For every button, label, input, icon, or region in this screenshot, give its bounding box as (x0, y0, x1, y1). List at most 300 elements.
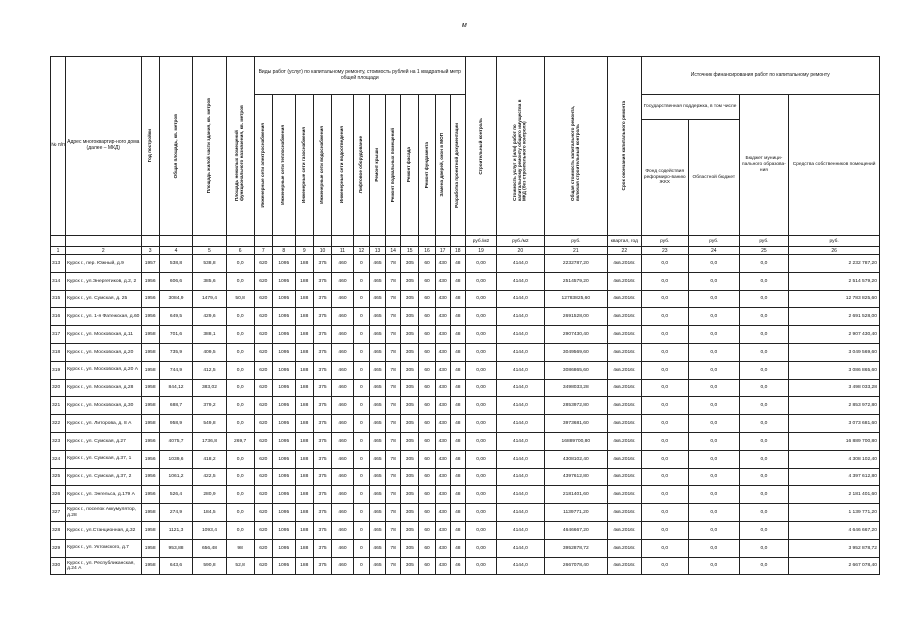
row-regional: 0,0 (688, 504, 739, 522)
row-work-cost: 430 (435, 450, 450, 468)
row-work-cost: 188 (295, 415, 313, 433)
row-fund: 0,0 (641, 539, 688, 557)
row-work-cost: 620 (254, 415, 272, 433)
row-cost-per-m2: 4144,0 (497, 290, 544, 308)
row-work-cost: 430 (435, 504, 450, 522)
row-total-area: 844,12 (159, 379, 192, 397)
row-work-cost: 375 (313, 361, 331, 379)
row-work-cost: 305 (401, 504, 419, 522)
row-year: 1958 (141, 415, 159, 433)
row-work-cost: 1095 (272, 468, 295, 486)
row-year: 1956 (141, 308, 159, 326)
row-owners: 1 139 771,20 (789, 504, 880, 522)
row-number: 324 (51, 450, 66, 468)
row-deadline: 4кв.2016г. (608, 343, 641, 361)
row-living-area: 656,48 (193, 539, 226, 557)
row-work-cost: 465 (369, 361, 385, 379)
row-owners: 12 783 825,60 (789, 290, 880, 308)
row-work-cost: 48 (450, 450, 465, 468)
row-total-area: 643,6 (159, 557, 192, 575)
row-cost-per-m2: 4144,0 (497, 521, 544, 539)
row-deadline: 4кв.2016г. (608, 379, 641, 397)
table-row (51, 290, 880, 308)
row-work-cost: 78 (386, 272, 401, 290)
column-number: 24 (688, 247, 739, 255)
row-work-cost: 78 (386, 255, 401, 273)
row-total-area: 526,4 (159, 486, 192, 504)
row-control: 0,00 (465, 343, 496, 361)
row-regional: 0,0 (688, 290, 739, 308)
row-total-cost: 3498033,28 (544, 379, 608, 397)
row-control: 0,00 (465, 468, 496, 486)
unit-total-cost: руб. (544, 236, 608, 247)
row-work-cost: 620 (254, 504, 272, 522)
row-fund: 0,0 (641, 379, 688, 397)
row-address: Курск г., ул. Уктомского, д.7 (66, 539, 141, 557)
table-row (51, 255, 880, 273)
row-work-cost: 78 (386, 308, 401, 326)
row-cost-per-m2: 4144,0 (497, 539, 544, 557)
row-work-cost: 60 (419, 450, 435, 468)
row-regional: 0,0 (688, 539, 739, 557)
header-work-lift: Лифтовое оборудование (357, 136, 363, 194)
row-work-cost: 305 (401, 397, 419, 415)
page-number: м (462, 22, 467, 29)
row-work-cost: 78 (386, 557, 401, 575)
header-work-water: Инженерные сети водоснабжения (319, 126, 325, 204)
row-work-cost: 48 (450, 290, 465, 308)
row-work-cost: 430 (435, 486, 450, 504)
row-deadline: 4кв.2016г. (608, 557, 641, 575)
row-address: Курск г., ул.Энергетиков, д.2, 2 (66, 272, 141, 290)
row-work-cost: 375 (313, 557, 331, 575)
column-number: 13 (369, 247, 385, 255)
row-work-cost: 48 (450, 255, 465, 273)
row-work-cost: 305 (401, 361, 419, 379)
row-fund: 0,0 (641, 397, 688, 415)
row-year: 1957 (141, 255, 159, 273)
row-work-cost: 0 (353, 272, 369, 290)
row-work-cost: 305 (401, 290, 419, 308)
row-work-cost: 1095 (272, 326, 295, 344)
row-work-cost: 375 (313, 504, 331, 522)
row-living-area: 1093,4 (193, 521, 226, 539)
row-work-cost: 78 (386, 432, 401, 450)
row-address: Курск г., ул. 1-я Фатежская, д.60 (66, 308, 141, 326)
row-total-cost: 2232787,20 (544, 255, 608, 273)
row-municipal: 0,0 (739, 308, 789, 326)
row-work-cost: 0 (353, 326, 369, 344)
table-row (51, 468, 880, 486)
row-work-cost: 60 (419, 539, 435, 557)
row-year: 1958 (141, 397, 159, 415)
column-number: 7 (254, 247, 272, 255)
table-row (51, 308, 880, 326)
row-work-cost: 1095 (272, 379, 295, 397)
row-regional: 0,0 (688, 397, 739, 415)
row-total-area: 274,9 (159, 504, 192, 522)
row-address: Курск г., ул. Литорова, д. 8 А (66, 415, 141, 433)
row-work-cost: 0 (353, 504, 369, 522)
row-number: 327 (51, 504, 66, 522)
row-work-cost: 305 (401, 415, 419, 433)
row-living-area: 422,5 (193, 468, 226, 486)
row-work-cost: 620 (254, 521, 272, 539)
row-work-cost: 460 (332, 379, 354, 397)
row-work-cost: 78 (386, 468, 401, 486)
row-control: 0,00 (465, 521, 496, 539)
row-total-area: 4075,7 (159, 432, 192, 450)
row-work-cost: 188 (295, 361, 313, 379)
table-row (51, 557, 880, 575)
row-total-cost: 3049569,60 (544, 343, 608, 361)
row-work-cost: 0 (353, 343, 369, 361)
row-total-area: 735,9 (159, 343, 192, 361)
row-work-cost: 188 (295, 539, 313, 557)
row-work-cost: 188 (295, 326, 313, 344)
row-work-cost: 430 (435, 557, 450, 575)
row-work-cost: 60 (419, 361, 435, 379)
row-work-cost: 60 (419, 468, 435, 486)
row-work-cost: 48 (450, 379, 465, 397)
row-number: 323 (51, 432, 66, 450)
row-work-cost: 78 (386, 343, 401, 361)
row-address: Курск г., ул. Московская, д.30 (66, 397, 141, 415)
table-row (51, 361, 880, 379)
row-fund: 0,0 (641, 450, 688, 468)
row-year: 1958 (141, 361, 159, 379)
row-work-cost: 465 (369, 450, 385, 468)
row-owners: 2 667 078,40 (789, 557, 880, 575)
row-nonresidential-area: 0,0 (226, 326, 254, 344)
row-work-cost: 460 (332, 290, 354, 308)
row-living-area: 383,02 (193, 379, 226, 397)
table-row (51, 415, 880, 433)
row-regional: 0,0 (688, 450, 739, 468)
header-work-gas: Инженерные сети газоснабжения (300, 126, 306, 204)
table-row (51, 450, 880, 468)
row-work-cost: 60 (419, 557, 435, 575)
row-living-area: 280,9 (193, 486, 226, 504)
row-fund: 0,0 (641, 272, 688, 290)
row-work-cost: 460 (332, 468, 354, 486)
row-work-cost: 78 (386, 504, 401, 522)
row-number: 328 (51, 521, 66, 539)
row-control: 0,00 (465, 308, 496, 326)
row-control: 0,00 (465, 539, 496, 557)
row-work-cost: 60 (419, 379, 435, 397)
row-work-cost: 60 (419, 504, 435, 522)
row-cost-per-m2: 4144,0 (497, 308, 544, 326)
row-year: 1956 (141, 468, 159, 486)
row-cost-per-m2: 4144,0 (497, 379, 544, 397)
row-work-cost: 60 (419, 397, 435, 415)
row-fund: 0,0 (641, 468, 688, 486)
row-living-area: 184,5 (193, 504, 226, 522)
row-work-cost: 375 (313, 450, 331, 468)
column-number: 19 (465, 247, 496, 255)
row-cost-per-m2: 4144,0 (497, 397, 544, 415)
row-work-cost: 430 (435, 415, 450, 433)
row-work-cost: 48 (450, 415, 465, 433)
row-living-area: 590,8 (193, 557, 226, 575)
row-work-cost: 465 (369, 521, 385, 539)
header-work-foundation: Ремонт фундамента (423, 141, 429, 189)
row-work-cost: 305 (401, 308, 419, 326)
row-total-cost: 12783825,60 (544, 290, 608, 308)
row-work-cost: 78 (386, 486, 401, 504)
row-deadline: 4кв.2016г. (608, 468, 641, 486)
row-work-cost: 48 (450, 272, 465, 290)
row-work-cost: 0 (353, 557, 369, 575)
row-work-cost: 620 (254, 290, 272, 308)
row-work-cost: 430 (435, 521, 450, 539)
row-total-area: 606,6 (159, 272, 192, 290)
row-deadline: 4кв.2016г. (608, 504, 641, 522)
row-work-cost: 430 (435, 468, 450, 486)
row-nonresidential-area: 0,0 (226, 308, 254, 326)
row-number: 318 (51, 343, 66, 361)
row-work-cost: 78 (386, 361, 401, 379)
row-work-cost: 375 (313, 308, 331, 326)
row-work-cost: 78 (386, 397, 401, 415)
row-work-cost: 1095 (272, 272, 295, 290)
row-regional: 0,0 (688, 361, 739, 379)
row-work-cost: 375 (313, 272, 331, 290)
header-municipal: Бюджет муници-пального образова-ния (739, 95, 789, 236)
row-work-cost: 620 (254, 361, 272, 379)
row-total-cost: 3973681,60 (544, 415, 608, 433)
row-number: 313 (51, 255, 66, 273)
row-work-cost: 78 (386, 521, 401, 539)
row-control: 0,00 (465, 450, 496, 468)
row-work-cost: 188 (295, 379, 313, 397)
row-living-area: 412,5 (193, 361, 226, 379)
row-deadline: 4кв.2016г. (608, 255, 641, 273)
row-nonresidential-area: 0,0 (226, 361, 254, 379)
row-work-cost: 0 (353, 255, 369, 273)
row-work-cost: 305 (401, 343, 419, 361)
row-work-cost: 60 (419, 290, 435, 308)
header-work-facade: Ремонт фасада (406, 147, 412, 183)
row-work-cost: 305 (401, 486, 419, 504)
row-address: Курск г., ул. Московская, д.20 (66, 343, 141, 361)
row-work-cost: 305 (401, 272, 419, 290)
row-control: 0,00 (465, 504, 496, 522)
row-owners: 4 308 102,40 (789, 450, 880, 468)
row-work-cost: 375 (313, 432, 331, 450)
row-municipal: 0,0 (739, 343, 789, 361)
row-fund: 0,0 (641, 308, 688, 326)
row-control: 0,00 (465, 432, 496, 450)
row-owners: 3 049 569,60 (789, 343, 880, 361)
row-work-cost: 465 (369, 255, 385, 273)
row-work-cost: 375 (313, 415, 331, 433)
units-row (51, 236, 880, 247)
row-work-cost: 1095 (272, 504, 295, 522)
column-number: 5 (193, 247, 226, 255)
header-deadline: Срок окончания капитального ремонта (620, 101, 626, 191)
row-work-cost: 188 (295, 557, 313, 575)
row-control: 0,00 (465, 326, 496, 344)
row-work-cost: 375 (313, 379, 331, 397)
column-number: 20 (497, 247, 544, 255)
row-total-area: 688,7 (159, 397, 192, 415)
row-work-cost: 430 (435, 379, 450, 397)
row-total-area: 538,8 (159, 255, 192, 273)
row-work-cost: 48 (450, 308, 465, 326)
row-work-cost: 0 (353, 415, 369, 433)
row-owners: 3 498 033,28 (789, 379, 880, 397)
row-work-cost: 78 (386, 539, 401, 557)
row-living-area: 1479,4 (193, 290, 226, 308)
row-work-cost: 0 (353, 450, 369, 468)
row-deadline: 4кв.2016г. (608, 486, 641, 504)
header-total-cost: Общая стоимость капитального ремонта, включая строительный контроль (570, 105, 580, 201)
row-work-cost: 46 (450, 557, 465, 575)
column-number: 10 (313, 247, 331, 255)
row-regional: 0,0 (688, 415, 739, 433)
row-cost-per-m2: 4144,0 (497, 486, 544, 504)
table-row (51, 521, 880, 539)
row-control: 0,00 (465, 255, 496, 273)
row-fund: 0,0 (641, 343, 688, 361)
row-work-cost: 0 (353, 290, 369, 308)
row-work-cost: 48 (450, 326, 465, 344)
row-work-cost: 460 (332, 504, 354, 522)
row-owners: 16 889 700,80 (789, 432, 880, 450)
row-work-cost: 188 (295, 272, 313, 290)
column-number: 12 (353, 247, 369, 255)
row-living-area: 429,6 (193, 308, 226, 326)
row-work-cost: 620 (254, 486, 272, 504)
row-municipal: 0,0 (739, 255, 789, 273)
row-work-cost: 1095 (272, 521, 295, 539)
unit-deadline: квартал, год (608, 236, 641, 247)
row-nonresidential-area: 0,0 (226, 343, 254, 361)
unit-municipal: руб. (739, 236, 789, 247)
row-address: Курск г., ул. Сумская, д. 25 (66, 290, 141, 308)
row-work-cost: 188 (295, 308, 313, 326)
row-owners: 2 232 787,20 (789, 255, 880, 273)
row-work-cost: 60 (419, 308, 435, 326)
row-regional: 0,0 (688, 308, 739, 326)
row-total-area: 953,88 (159, 539, 192, 557)
header-work-heat: Инженерные сети теплоснабжения (280, 125, 286, 205)
row-municipal: 0,0 (739, 379, 789, 397)
unit-fund: руб. (641, 236, 688, 247)
row-year: 1958 (141, 326, 159, 344)
row-regional: 0,0 (688, 343, 739, 361)
row-total-cost: 2514579,20 (544, 272, 608, 290)
row-cost-per-m2: 4144,0 (497, 557, 544, 575)
row-work-cost: 375 (313, 397, 331, 415)
row-address: Курск г., ул. Сумская, д.27 (66, 432, 141, 450)
row-living-area: 379,2 (193, 397, 226, 415)
row-total-cost: 16889700,80 (544, 432, 608, 450)
row-total-area: 701,6 (159, 326, 192, 344)
row-work-cost: 78 (386, 379, 401, 397)
row-work-cost: 48 (450, 343, 465, 361)
row-work-cost: 48 (450, 539, 465, 557)
row-fund: 0,0 (641, 415, 688, 433)
row-municipal: 0,0 (739, 557, 789, 575)
row-work-cost: 188 (295, 468, 313, 486)
row-control: 0,00 (465, 557, 496, 575)
row-work-cost: 60 (419, 272, 435, 290)
row-work-cost: 465 (369, 326, 385, 344)
row-year: 1958 (141, 504, 159, 522)
row-cost-per-m2: 4144,0 (497, 272, 544, 290)
row-nonresidential-area: 0,0 (226, 379, 254, 397)
column-number: 1 (51, 247, 66, 255)
row-work-cost: 460 (332, 343, 354, 361)
row-work-cost: 0 (353, 521, 369, 539)
column-number: 17 (435, 247, 450, 255)
row-owners: 2 907 430,40 (789, 326, 880, 344)
column-number: 26 (789, 247, 880, 255)
row-work-cost: 620 (254, 557, 272, 575)
row-municipal: 0,0 (739, 272, 789, 290)
row-work-cost: 0 (353, 361, 369, 379)
row-work-cost: 305 (401, 468, 419, 486)
row-work-cost: 48 (450, 486, 465, 504)
row-total-cost: 3086865,60 (544, 361, 608, 379)
row-work-cost: 1095 (272, 557, 295, 575)
row-work-cost: 620 (254, 397, 272, 415)
row-owners: 2 853 972,80 (789, 397, 880, 415)
header-total-area: Общая площадь, кв. метров (172, 113, 178, 179)
row-total-cost: 3952878,72 (544, 539, 608, 557)
row-address: Курск г., ул. Московская, д.28 (66, 379, 141, 397)
row-nonresidential-area: 0,0 (226, 415, 254, 433)
row-nonresidential-area: 50,8 (226, 290, 254, 308)
row-work-cost: 0 (353, 468, 369, 486)
row-deadline: 4кв.2016г. (608, 415, 641, 433)
row-total-cost: 4646667,20 (544, 521, 608, 539)
row-municipal: 0,0 (739, 468, 789, 486)
row-work-cost: 188 (295, 486, 313, 504)
row-year: 1956 (141, 272, 159, 290)
row-work-cost: 1095 (272, 343, 295, 361)
table-row (51, 326, 880, 344)
row-work-cost: 620 (254, 343, 272, 361)
row-work-cost: 188 (295, 397, 313, 415)
row-cost-per-m2: 4144,0 (497, 468, 544, 486)
row-work-cost: 465 (369, 272, 385, 290)
row-work-cost: 465 (369, 379, 385, 397)
header-work-design-docs: Разработка проектной документации (454, 122, 460, 208)
row-address: Курск г., ул. Московская, д.11 (66, 326, 141, 344)
row-deadline: 4кв.2016г. (608, 450, 641, 468)
row-work-cost: 430 (435, 290, 450, 308)
row-deadline: 4кв.2016г. (608, 308, 641, 326)
row-nonresidential-area: 0,0 (226, 272, 254, 290)
row-work-cost: 305 (401, 379, 419, 397)
header-cost-per-m2: Стоимость услуг и (или) работ по капитальному ремонту общего имущества в МКД (без строительного контроля) (512, 99, 527, 201)
row-number: 330 (51, 557, 66, 575)
row-nonresidential-area: 0,0 (226, 255, 254, 273)
row-work-cost: 620 (254, 450, 272, 468)
row-living-area: 1736,8 (193, 432, 226, 450)
row-work-cost: 430 (435, 343, 450, 361)
row-work-cost: 305 (401, 557, 419, 575)
row-living-area: 549,8 (193, 415, 226, 433)
row-work-cost: 430 (435, 326, 450, 344)
row-control: 0,00 (465, 486, 496, 504)
header-nonresidential-area: Площадь нежилых помещений функционального назначения, кв. метров (234, 105, 245, 201)
row-nonresidential-area: 269,7 (226, 432, 254, 450)
